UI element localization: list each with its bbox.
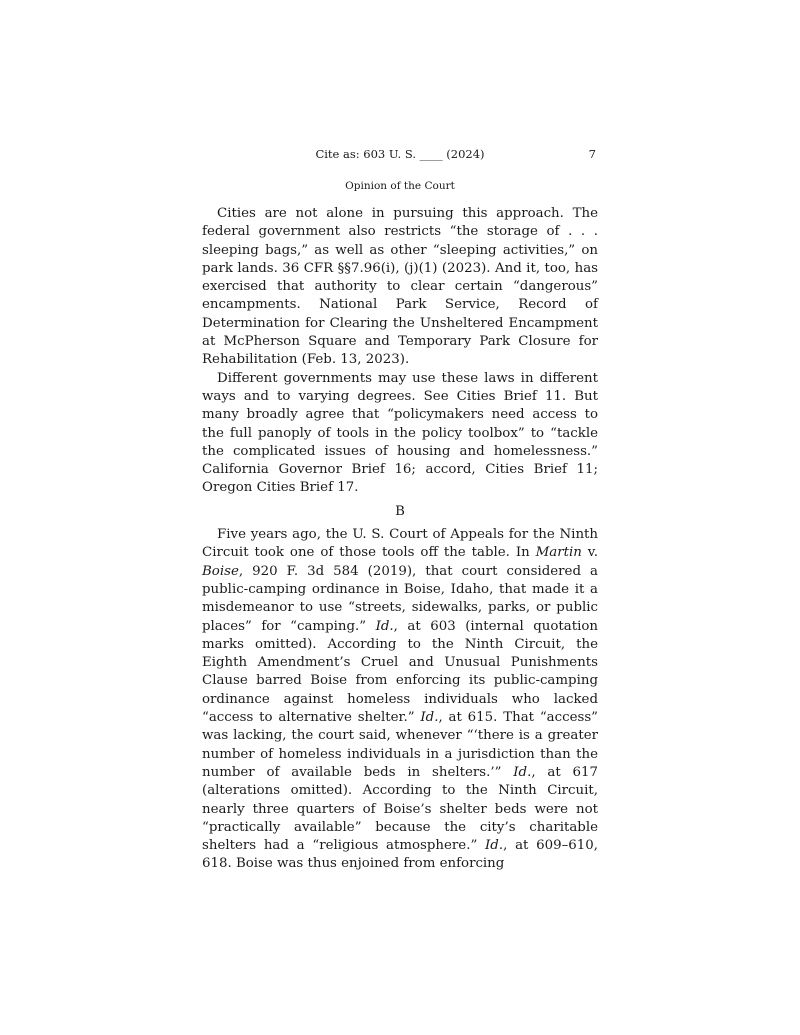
section-heading: B (395, 503, 405, 519)
text-span: , at 617 (alterations omitted). According to the Ninth Circuit, nearly three quarters of Boise’s shelter beds were not “practically available” because the city’s charitable shelters had a “religious atmosphere.” (202, 764, 598, 854)
id-citation: Id. (485, 838, 504, 854)
text-span: , 920 F. 3d 584 (2019), that court considered a public-camping ordinance in Boise, Idaho, that made it a misdemeanor to use “streets, sidewalks, parks, or public places” for “camping.” (202, 563, 598, 634)
paragraph-1: Cities are not alone in pursuing this approach. The federal government also restricts “the storage of . . . sleeping bags,” as well as other “sleeping activities,” on park lands. 36 CFR §§7.96(i), (j)(1) (2023). And it, too, has exercised that authority to clear certain “dangerous” encampments. National Park Service, Record of Determination for Clearing the Unsheltered Encampment at McPherson Square and Temporary Park Closure for Rehabilitation (Feb. 13, 2023). (202, 206, 598, 368)
text-span: Five years ago, the U. S. Court of Appeals for the Ninth Circuit took one of those tools off the table. In (202, 527, 598, 561)
citation-line: Cite as: 603 U. S. ____ (2024) (315, 147, 485, 161)
id-citation: Id. (513, 764, 532, 780)
page-header (202, 147, 598, 165)
opinion-body (202, 205, 598, 874)
paragraph-3 (202, 526, 598, 874)
id-citation: Id. (420, 710, 439, 726)
text-span: , at 609–610, 618. Boise was thus enjoined from enforcing (202, 838, 598, 872)
text-span: v. (581, 545, 598, 561)
text-span: , at 603 (internal quotation marks omitted). According to the Ninth Circuit, the Eighth Amendment’s Cruel and Unusual Punishments Clause barred Boise from enforcing its public-camping ordinance against homeless individuals who lacked “access to alternative shelter.” (202, 618, 599, 726)
case-name-boise: Boise (202, 563, 239, 579)
case-name-martin: Martin (535, 545, 582, 561)
text-span: , at 615. That “access” was lacking, the court said, whenever “‘there is a greater number of homeless individuals in a jurisdiction than the number of available beds in shelters.’” (202, 710, 598, 780)
page-number: 7 (588, 147, 596, 161)
paragraph-2: Different governments may use these laws in different ways and to varying degrees. See Cities Brief 11. But many broadly agree that “policymakers need access to the full panoply of tools in the policy toolbox” to “tackle the complicated issues of housing and homelessness.” California Governor Brief 16; accord, Cities Brief 11; Oregon Cities Brief 17. (202, 370, 598, 496)
opinion-label: Opinion of the Court (345, 180, 455, 192)
id-citation: Id. (375, 618, 394, 634)
